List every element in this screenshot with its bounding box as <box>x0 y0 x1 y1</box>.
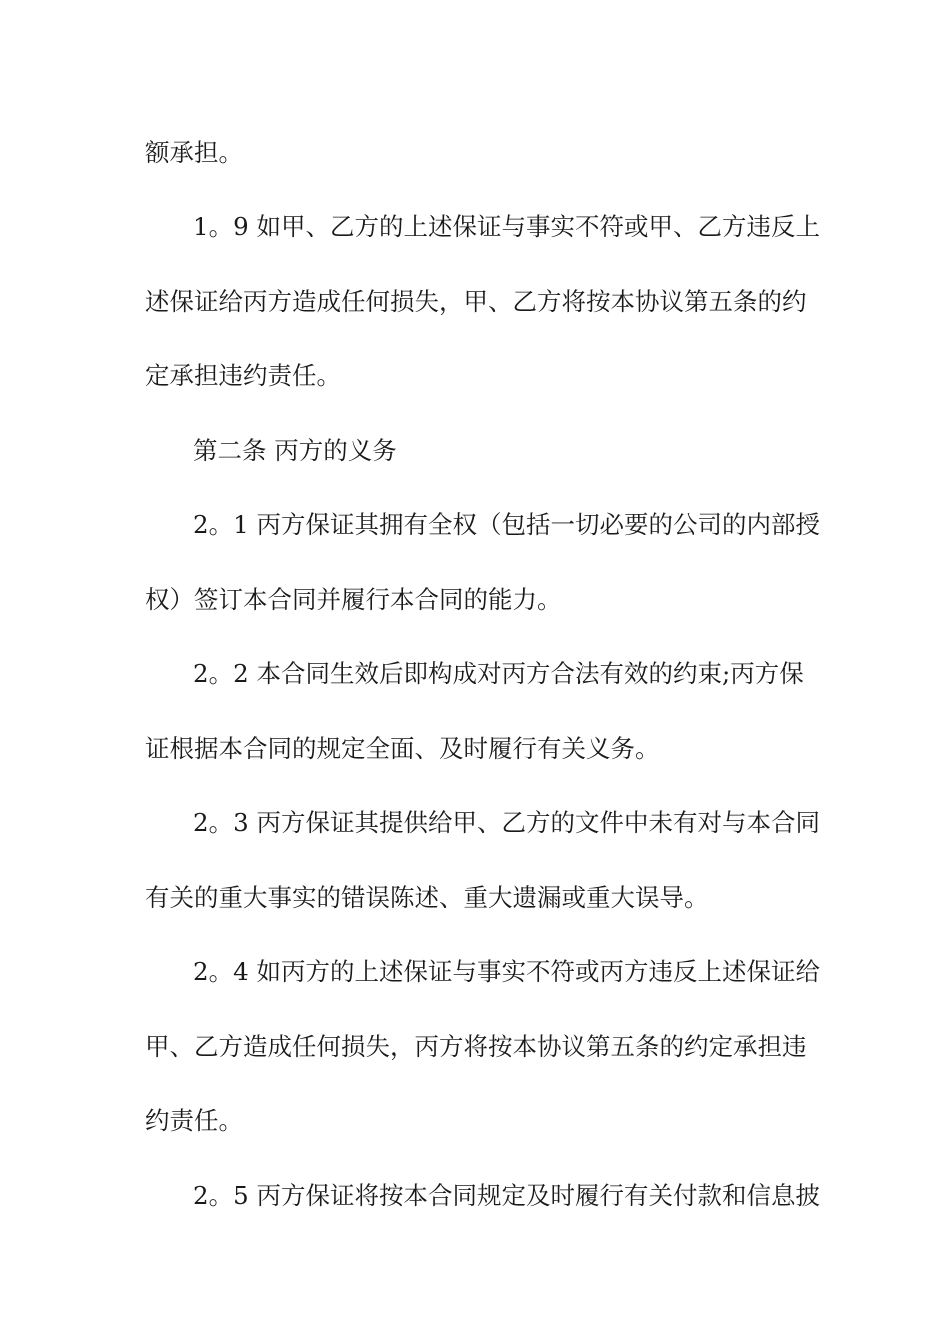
clause-2-2-line-1: 2。2 本合同生效后即构成对丙方合法有效的约束;丙方保 <box>193 659 804 688</box>
clause-1-9-line-1: 1。9 如甲、乙方的上述保证与事实不符或甲、乙方违反上 <box>193 212 820 241</box>
clause-2-4-line-2: 甲、乙方造成任何损失，丙方将按本协议第五条的约定承担违 <box>145 1032 807 1061</box>
clause-2-1-line-1: 2。1 丙方保证其拥有全权（包括一切必要的公司的内部授 <box>193 510 820 539</box>
clause-2-2-line-2: 证根据本合同的规定全面、及时履行有关义务。 <box>145 734 660 763</box>
text-line-1: 额承担。 <box>145 138 243 167</box>
clause-2-1-line-2: 权）签订本合同并履行本合同的能力。 <box>145 585 562 614</box>
clause-1-9-line-3: 定承担违约责任。 <box>145 361 341 390</box>
clause-2-4-line-1: 2。4 如丙方的上述保证与事实不符或丙方违反上述保证给 <box>193 957 820 986</box>
clause-2-4-line-3: 约责任。 <box>145 1106 243 1135</box>
clause-2-3-line-1: 2。3 丙方保证其提供给甲、乙方的文件中未有对与本合同 <box>193 808 820 837</box>
clause-2-3-line-2: 有关的重大事实的错误陈述、重大遗漏或重大误导。 <box>145 883 709 912</box>
article-2-heading: 第二条 丙方的义务 <box>193 436 397 465</box>
clause-1-9-line-2: 述保证给丙方造成任何损失，甲、乙方将按本协议第五条的约 <box>145 287 807 316</box>
clause-2-5-line-1: 2。5 丙方保证将按本合同规定及时履行有关付款和信息披 <box>193 1181 820 1210</box>
